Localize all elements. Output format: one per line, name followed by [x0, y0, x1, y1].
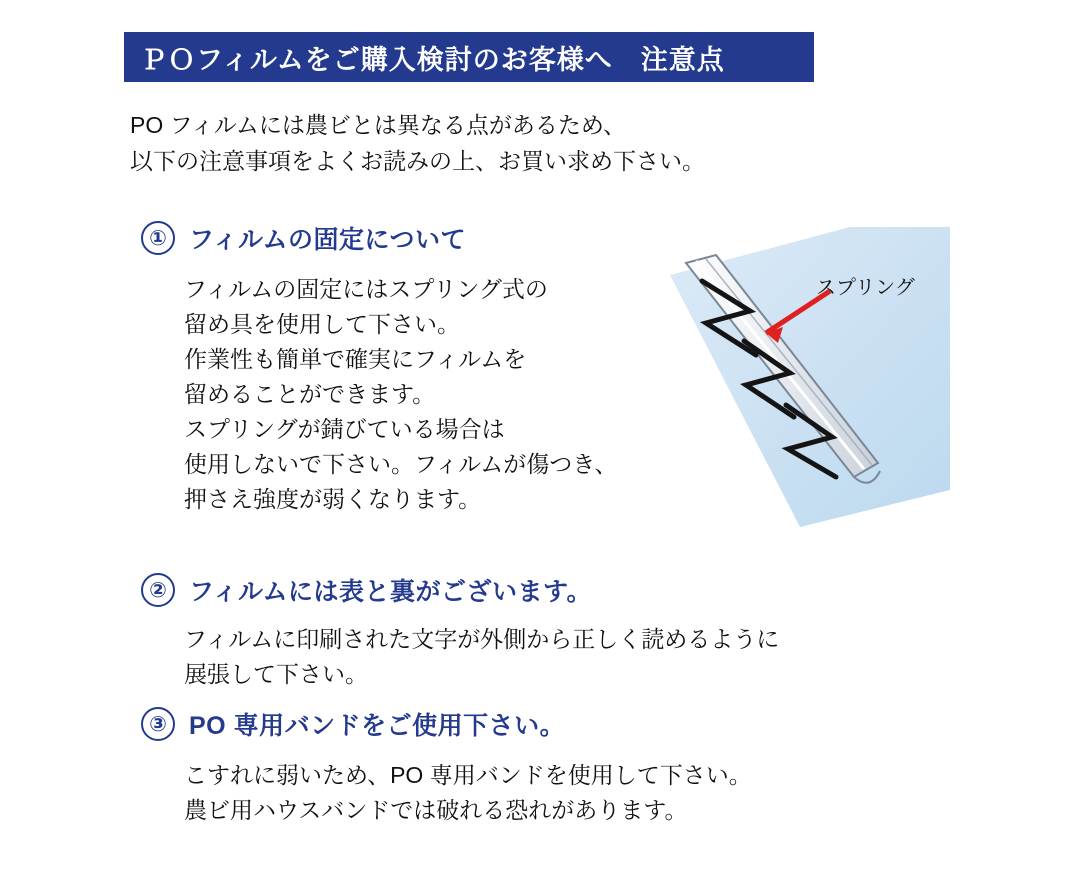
section-3-line-2: 農ビ用ハウスバンドでは破れる恐れがあります。	[184, 796, 688, 823]
section-2-line-1: フィルムに印刷された文字が外側から正しく読めるように	[184, 626, 780, 652]
section-2-number: ②	[141, 573, 175, 607]
page-title: ＰＯフィルムをご購入検討のお客様へ 注意点	[140, 44, 725, 75]
section-1-heading	[141, 220, 466, 256]
section-3-title: PO 専用バンドをご使用下さい。	[189, 712, 566, 740]
section-1-line-6: 使用しないで下さい。フィルムが傷つき、	[184, 450, 618, 477]
section-2-line-2: 展張して下さい。	[184, 660, 368, 687]
section-3-heading	[141, 706, 565, 742]
section-1-line-2: 留め具を使用して下さい。	[184, 310, 460, 337]
intro-line-1: PO フィルムには農ビとは異なる点があるため、	[130, 112, 626, 138]
section-3-body	[184, 758, 924, 828]
section-1-number: ①	[141, 221, 175, 255]
spring-clip-illustration	[640, 215, 970, 545]
section-1-line-7: 押さえ強度が弱くなります。	[184, 485, 482, 512]
section-2-heading	[141, 572, 592, 608]
section-1-line-3: 作業性も簡単で確実にフィルムを	[184, 345, 527, 372]
spring-label: スプリング	[816, 277, 915, 299]
section-1-line-1: フィルムの固定にはスプリング式の	[184, 276, 548, 302]
section-1-line-5: スプリングが錆びている場合は	[184, 415, 505, 442]
section-2-title: フィルムには表と裏がございます。	[189, 578, 593, 606]
section-1-title: フィルムの固定について	[189, 226, 467, 254]
section-2-body	[184, 622, 924, 692]
section-1-line-4: 留めることができます。	[184, 380, 436, 407]
intro-paragraph	[130, 108, 890, 179]
illustration-svg	[640, 215, 970, 545]
section-3-line-1: こすれに弱いため、PO 専用バンドを使用して下さい。	[184, 762, 752, 788]
intro-line-2: 以下の注意事項をよくお読みの上、お買い求め下さい。	[130, 147, 705, 174]
header-banner	[124, 32, 814, 82]
section-3-number: ③	[141, 707, 175, 741]
section-1-body	[184, 272, 704, 517]
